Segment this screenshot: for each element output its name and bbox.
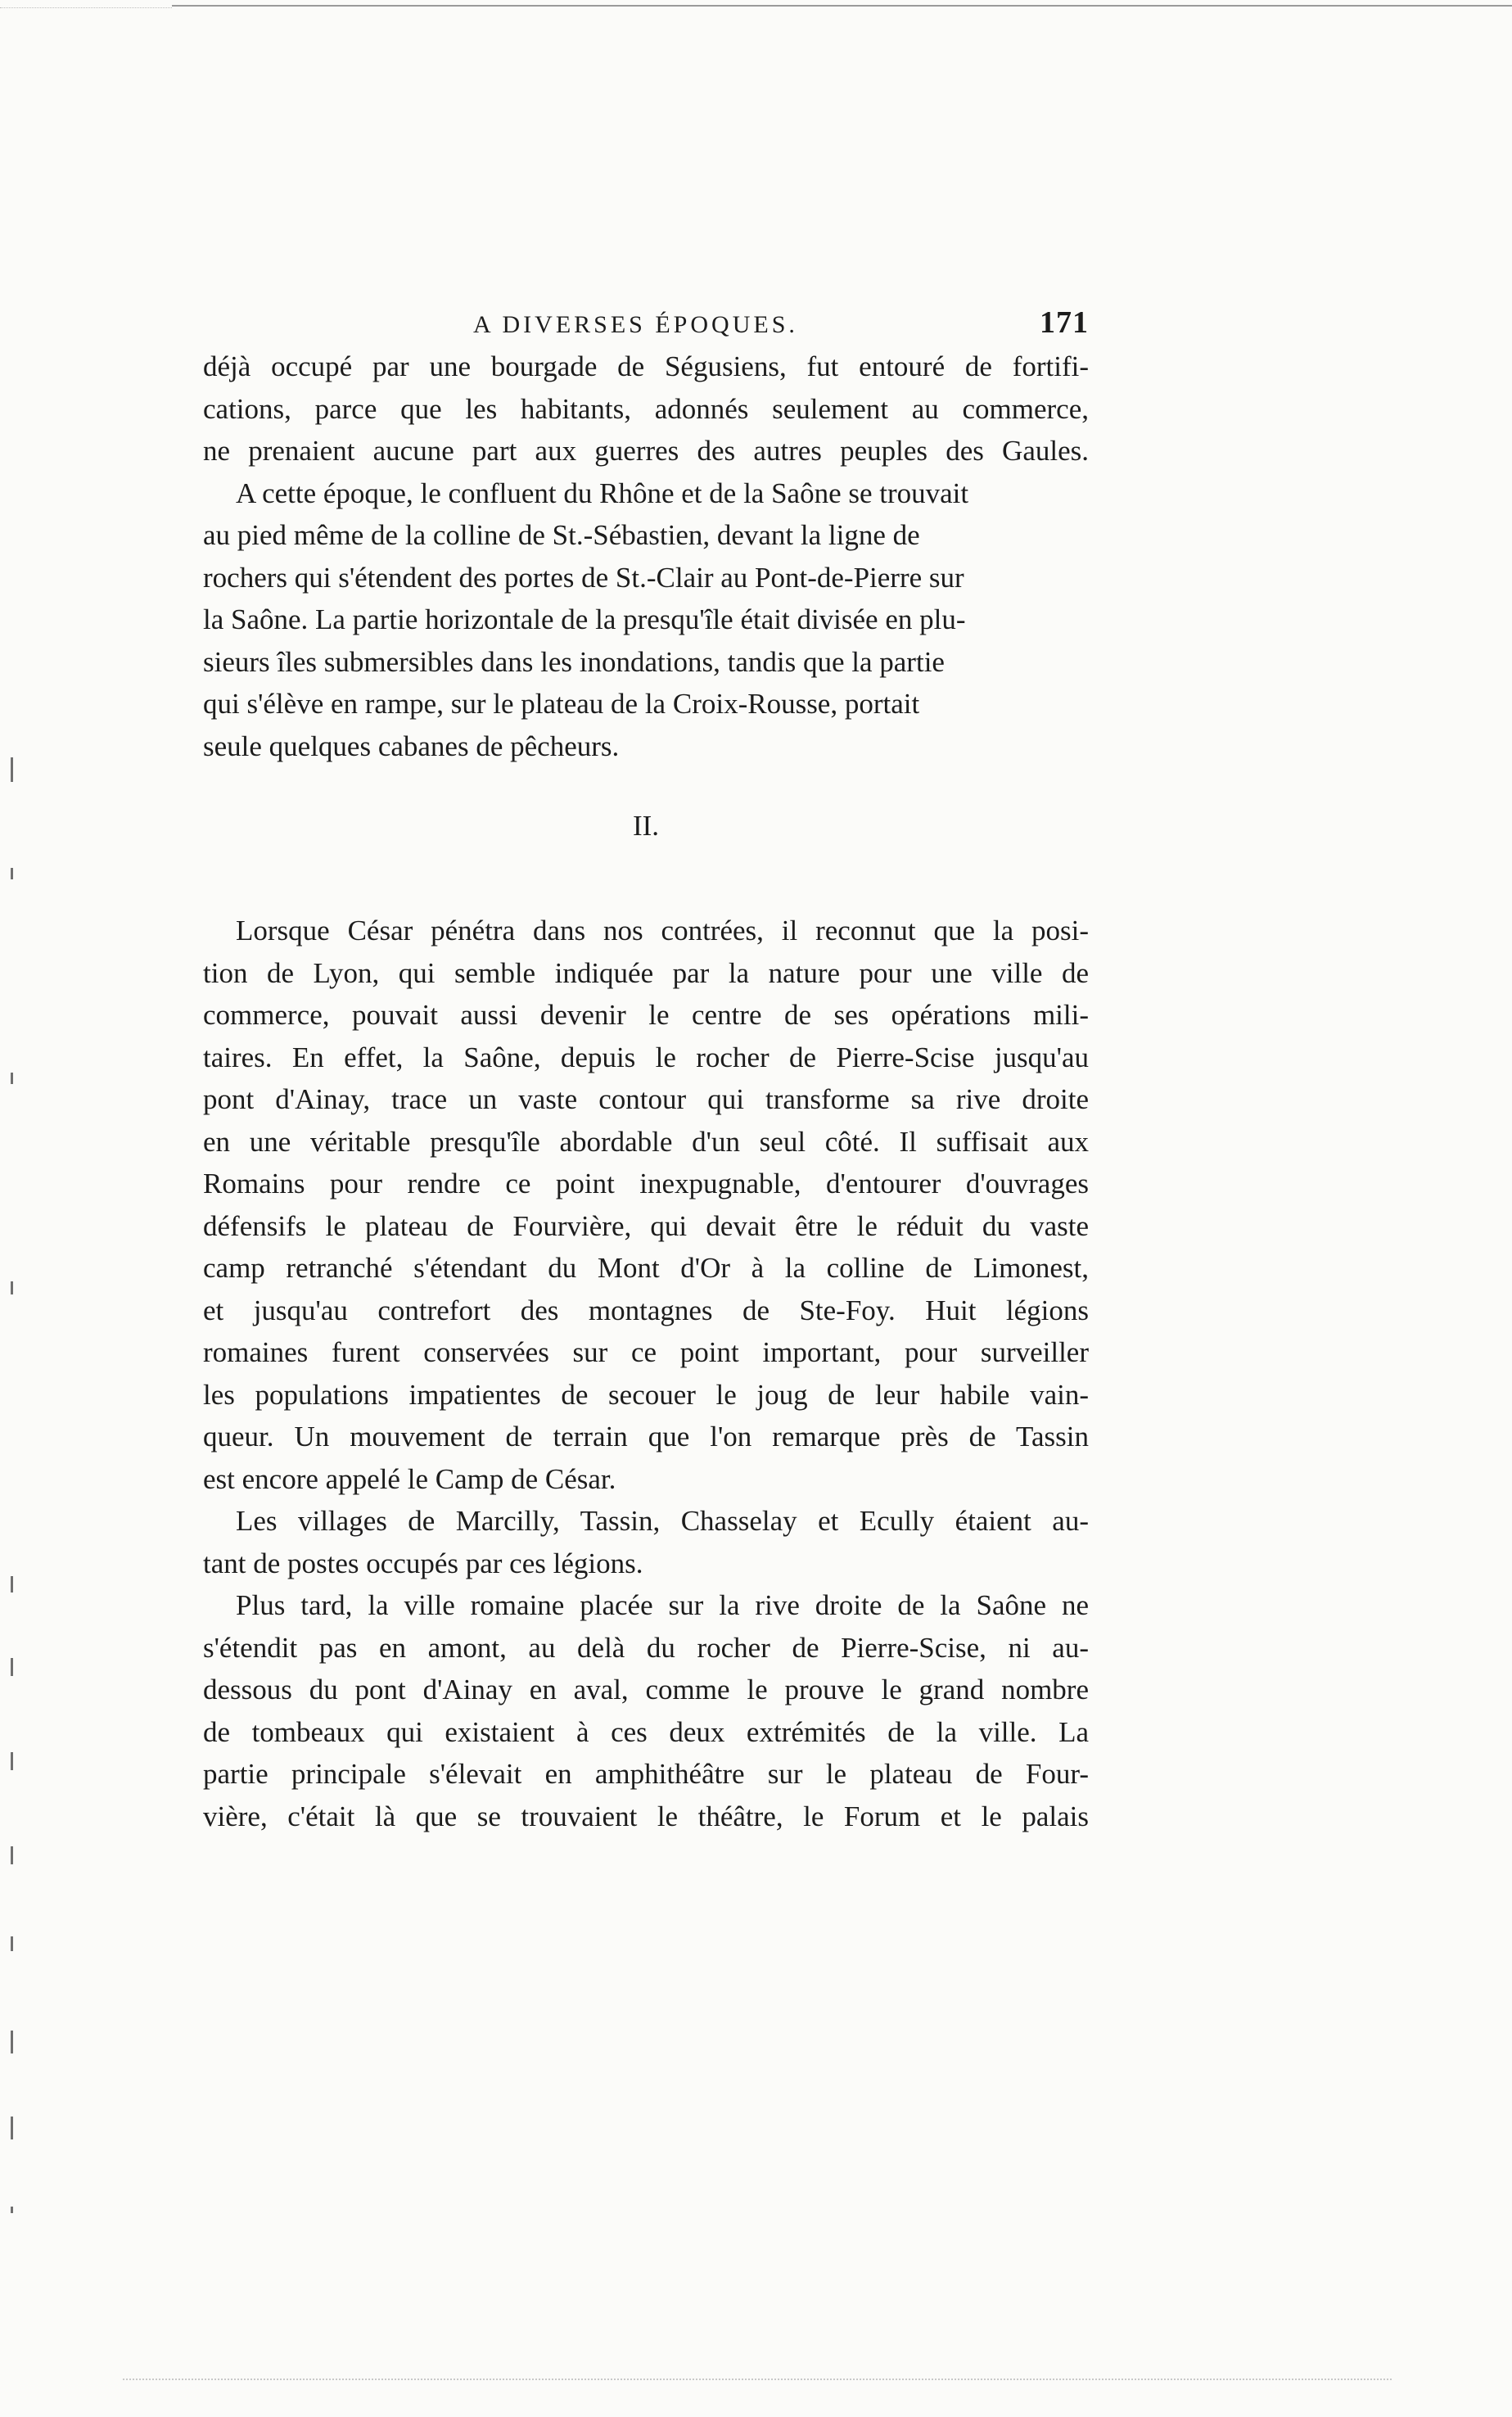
- text-line: Les villages de Marcilly, Tassin, Chasselay et Ecully étaient au-: [236, 1505, 1089, 1537]
- text-line: vière, c'était là que se trouvaient le théâtre, le Forum et le palais: [203, 1800, 1089, 1832]
- scan-bottom-edge-noise: [123, 2379, 1392, 2380]
- text-line: pont d'Ainay, trace un vaste contour qui transforme sa rive droite: [203, 1083, 1089, 1115]
- text-line: ne prenaient aucune part aux guerres des autres peuples des Gaules.: [203, 435, 1089, 467]
- book-page: [203, 305, 1089, 1837]
- text-line: Romains pour rendre ce point inexpugnable, d'entourer d'ouvrages: [203, 1168, 1089, 1199]
- scan-top-edge-rule: [172, 5, 1512, 7]
- paragraph: [203, 346, 1089, 472]
- scan-margin-mark: [11, 1846, 13, 1864]
- text-line: taires. En effet, la Saône, depuis le rocher de Pierre-Scise jusqu'au: [203, 1041, 1089, 1073]
- text-line: sieurs îles submersibles dans les inondations, tandis que la partie: [203, 645, 945, 678]
- scan-margin-mark: [11, 757, 13, 782]
- text-line: partie principale s'élevait en amphithéâtre sur le plateau de Four-: [203, 1758, 1089, 1790]
- scan-top-edge-dots: [0, 7, 172, 8]
- text-line: A cette époque, le confluent du Rhône et de la Saône se trouvait: [236, 477, 969, 509]
- scan-margin-mark: [11, 1281, 13, 1294]
- text-line: et jusqu'au contrefort des montagnes de Ste-Foy. Huit légions: [203, 1294, 1089, 1326]
- text-line: Lorsque César pénétra dans nos contrées, il reconnut que la posi-: [236, 915, 1089, 946]
- text-line: défensifs le plateau de Fourvière, qui devait être le réduit du vaste: [203, 1209, 1089, 1242]
- paragraph: [203, 472, 1089, 768]
- text-line: Plus tard, la ville romaine placée sur la rive droite de la Saône ne: [236, 1589, 1089, 1621]
- section-one: [203, 346, 1089, 767]
- text-line: romaines furent conservées sur ce point important, pour surveiller: [203, 1336, 1089, 1368]
- running-title: A DIVERSES ÉPOQUES.: [473, 311, 798, 338]
- text-line: au pied même de la colline de St.-Sébastien, devant la ligne de: [203, 519, 920, 551]
- text-line: dessous du pont d'Ainay en aval, comme le prouve le grand nombre: [203, 1674, 1089, 1705]
- text-line: qui s'élève en rampe, sur le plateau de la Croix-Rousse, portait: [203, 688, 920, 720]
- text-line: les populations impatientes de secouer le joug de leur habile vain-: [203, 1378, 1089, 1411]
- text-line: s'étendit pas en amont, au delà du rocher de Pierre-Scise, ni au-: [203, 1631, 1089, 1664]
- text-line: camp retranché s'étendant du Mont d'Or à la colline de Limonest,: [203, 1252, 1089, 1284]
- section-two: [203, 910, 1089, 1837]
- scan-margin-mark: [11, 1576, 13, 1593]
- text-line: déjà occupé par une bourgade de Ségusiens, fut entouré de fortifi-: [203, 350, 1089, 382]
- scan-margin-mark: [11, 1752, 13, 1770]
- text-line: de tombeaux qui existaient à ces deux extrémités de la ville. La: [203, 1715, 1089, 1748]
- running-header: [203, 305, 1089, 346]
- text-line: queur. Un mouvement de terrain que l'on remarque près de Tassin: [203, 1421, 1089, 1452]
- text-line: tion de Lyon, qui semble indiquée par la nature pour une ville de: [203, 956, 1089, 989]
- scan-margin-mark: [11, 868, 13, 879]
- text-line: tant de postes occupés par ces légions.: [203, 1547, 643, 1579]
- text-line: en une véritable presqu'île abordable d'un seul côté. Il suffisait aux: [203, 1125, 1089, 1158]
- text-line: rochers qui s'étendent des portes de St.-Clair au Pont-de-Pierre sur: [203, 561, 964, 594]
- text-line: commerce, pouvait aussi devenir le centre de ses opérations mili-: [203, 999, 1089, 1031]
- text-line: cations, parce que les habitants, adonnés seulement au commerce,: [203, 392, 1089, 425]
- paragraph: [203, 910, 1089, 1500]
- scan-margin-mark: [11, 2031, 13, 2053]
- scan-margin-mark: [11, 2117, 13, 2139]
- section-number: II.: [632, 810, 660, 842]
- paragraph: [203, 1584, 1089, 1837]
- paragraph: [203, 1500, 1089, 1584]
- text-line: la Saône. La partie horizontale de la presqu'île était divisée en plu-: [203, 603, 966, 635]
- scan-margin-mark: [11, 1658, 13, 1676]
- scan-margin-mark: [11, 1936, 13, 1951]
- scan-margin-mark: [11, 2207, 13, 2213]
- text-line: est encore appelé le Camp de César.: [203, 1462, 616, 1495]
- scan-margin-mark: [11, 1073, 13, 1084]
- page-number: 171: [1040, 305, 1089, 340]
- text-line: seule quelques cabanes de pêcheurs.: [203, 730, 620, 762]
